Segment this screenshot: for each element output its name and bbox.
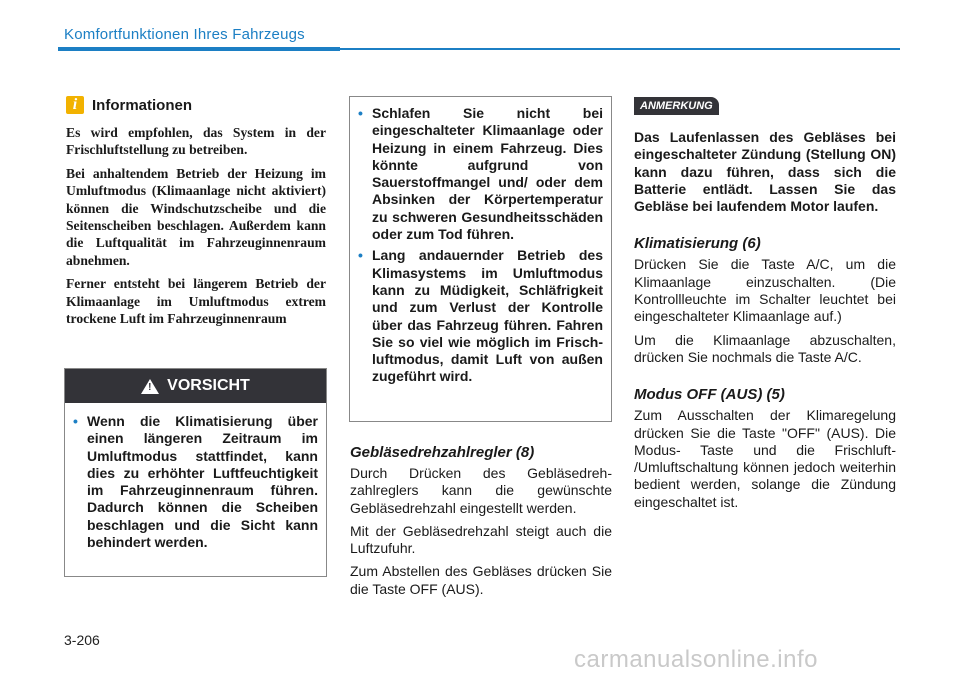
header-rule-thin bbox=[340, 48, 900, 50]
caution-list bbox=[65, 403, 326, 551]
caution-continued-list bbox=[358, 105, 603, 386]
fan-paragraph: Mit der Gebläsedrehzahl steigt auch die Luftzufuhr. bbox=[350, 522, 612, 557]
ac-title: Klimatisierung (6) bbox=[634, 235, 761, 253]
caution-item-text: Wenn die Klimatisierung über einen längeren Zeitraum im Umluftmodus stattfindet, kann dies zu erhöhter Luftfeuchtigkeit im Fahrzeuginnenraum führen. Dadurch können die Scheiben beschlagen und die Sicht kann behindert werden. bbox=[87, 413, 318, 551]
info-paragraph: Ferner entsteht bei längerem Betrieb der Klimaanlage im Umluftmodus extrem trockene Luft im Fahrzeuginnenraum bbox=[66, 276, 326, 327]
caution-label: VORSICHT bbox=[167, 377, 250, 394]
page-number: 3-206 bbox=[64, 632, 100, 648]
off-title: Modus OFF (AUS) (5) bbox=[634, 386, 785, 404]
fan-paragraph: Zum Abstellen des Gebläses drücken Sie die Taste OFF (AUS). bbox=[350, 563, 612, 597]
caution-item-text: Schlafen Sie nicht bei eingeschalteter Klimaanlage oder Heizung in einem Fahrzeug. Dies könnte aufgrund von Sauerstoffmangel und/ oder dem Absinken der Körpertemperatur zu schweren Gesundheitsschäden oder zum Tod führen. bbox=[372, 105, 603, 243]
info-heading bbox=[66, 96, 326, 114]
list-item bbox=[73, 413, 318, 551]
note-text: Das Laufenlassen des Gebläses bei eingeschalteter Zündung (Stellung ON) kann dazu führen, dass sich die Batterie entlädt. Lassen Sie das Gebläse bei laufendem Motor laufen. bbox=[634, 129, 896, 215]
bullet-icon: • bbox=[358, 105, 363, 121]
caution-header bbox=[65, 369, 326, 403]
section-header: Komfortfunktionen Ihres Fahrzeugs bbox=[64, 26, 305, 43]
fan-paragraph: Durch Drücken des Gebläsedrehzahlreglers kann die gewünschte Gebläsedrehzahl eingestellt werden. bbox=[350, 465, 612, 516]
warning-icon: ! bbox=[141, 379, 159, 394]
info-icon: i bbox=[66, 96, 84, 114]
note-badge: ANMERKUNG bbox=[634, 97, 719, 115]
fan-section bbox=[350, 444, 612, 604]
header-rule-thick bbox=[58, 47, 340, 51]
info-section bbox=[66, 96, 326, 333]
caution-continued-box bbox=[349, 96, 612, 422]
ac-paragraph: Um die Klimaanlage abzuschalten, drücken Sie nochmals die Taste A/C. bbox=[634, 331, 896, 365]
bullet-icon: • bbox=[73, 413, 78, 429]
off-paragraph: Zum Ausschalten der Klimaregelung drücken Sie die Taste "OFF" (AUS). Die Modus- Taste und die Frischluft- /Umluftschaltung können jedoch weiterhin bedient werden, solange die Zündung eingeschaltet ist. bbox=[634, 407, 896, 510]
info-title: Informationen bbox=[92, 96, 192, 114]
list-item bbox=[358, 105, 603, 243]
watermark: carmanualsonline.info bbox=[574, 646, 818, 673]
caution-box bbox=[64, 368, 327, 577]
ac-paragraph: Drücken Sie die Taste A/C, um die Klimaanlage einzuschalten. (Die Kontrollleuchte im Schalter leuchtet bei eingeschalteter Klimaanlage auf.) bbox=[634, 256, 896, 325]
bullet-icon: • bbox=[358, 247, 363, 264]
info-paragraph: Es wird empfohlen, das System in der Frischluftstellung zu betreiben. bbox=[66, 125, 326, 158]
fan-title: Gebläsedrehzahlregler (8) bbox=[350, 444, 535, 461]
caution-item-text: Lang andauernder Betrieb des Klimasystems im Umluftmodus kann zu Müdigkeit, Schläfrigkeit und zum Verlust der Kontrolle über das Fahrzeug führen. Fahren Sie so viel wie möglich im Frischluftmodus, damit Luft von außen zugeführt wird. bbox=[372, 247, 603, 385]
list-item bbox=[358, 247, 603, 385]
info-paragraph: Bei anhaltendem Betrieb der Heizung im Umluftmodus (Klimaanlage nicht aktiviert) können die Windschutzscheibe und die Seitenscheiben beschlagen. Außerdem kann die Luftqualität im Fahrzeuginnenraum abnehmen. bbox=[66, 165, 326, 268]
column-right bbox=[634, 96, 896, 517]
